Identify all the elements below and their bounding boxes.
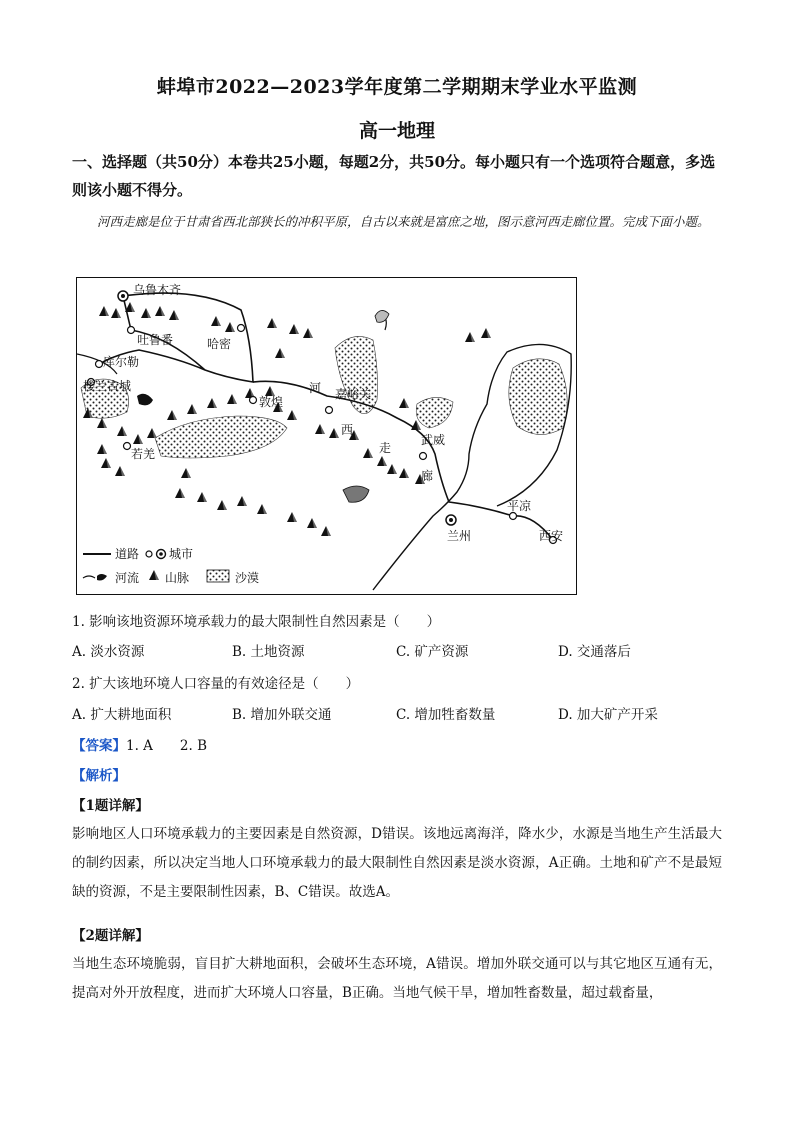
lake-tarim	[137, 394, 153, 406]
label-hami: 哈密	[207, 337, 232, 351]
label-corridor-xi: 西	[341, 423, 354, 437]
detail-2-text: 当地生态环境脆弱，盲目扩大耕地面积，会破坏生态环境，A错误。增加外联交通可以与其它地区互通有无，提高对外开放程度，进而扩大环境人口容量，B正确。当地气候干旱，增加牲畜数量，超过载畜量，	[72, 956, 722, 1001]
legend-mountain: 山脉	[165, 571, 190, 585]
exam-title: 蚌埠市2022—2023学年度第二学期期末学业水平监测	[156, 76, 638, 98]
detail-1-head: 【1题详解】	[72, 798, 149, 814]
detail-1-text: 影响地区人口环境承载力的主要因素是自然资源，D错误。该地远离海洋，降水少，水源是当地生产生活最大的制约因素，所以决定当地人口环境承载力的最大限制性自然因素是淡水资源，A正确。土地和矿产不是最短缺的资源，不是主要限制性因素，B、C错误。故选A。	[72, 826, 722, 900]
q2-option-c[interactable]: C. 增加牲畜数量	[396, 707, 496, 723]
hexi-corridor-map	[76, 277, 577, 595]
legend-desert: 沙漠	[235, 571, 260, 585]
q2-option-d[interactable]: D. 加大矿产开采	[558, 707, 658, 723]
label-loulan: 楼兰古城	[83, 379, 132, 393]
question-2-stem: 2. 扩大该地环境人口容量的有效途径是（ ）	[72, 676, 360, 692]
desert-tarim	[155, 416, 287, 458]
analysis-label: 【解析】	[72, 768, 126, 784]
label-corridor-lang: 廊	[421, 469, 434, 483]
section-instruction: 一、选择题（共50分）本卷共25小题，每题2分，共50分。每小题只有一个选项符合题意，多选则该小题不得分。	[72, 153, 716, 199]
answer-text: 1. A 2. B	[126, 738, 208, 754]
legend-city: 城市	[169, 547, 194, 561]
label-korla: 库尔勒	[103, 355, 140, 369]
label-dunhuang: 敦煌	[259, 395, 284, 409]
road-network	[99, 293, 553, 540]
label-corridor-zou: 走	[379, 441, 392, 455]
map-legend	[83, 547, 259, 585]
detail-2-head: 【2题详解】	[72, 928, 149, 944]
label-xian: 西安	[539, 529, 564, 543]
question-intro: 河西走廊是位于甘肃省西北部狭长的冲积平原，自古以来就是富庶之地，图示意河西走廊位置。完成下面小题。	[97, 214, 710, 229]
q2-option-a[interactable]: A. 扩大耕地面积	[72, 707, 172, 723]
answer-label: 【答案】	[72, 738, 126, 754]
desert-ordos	[509, 359, 567, 435]
lake-qinghai	[343, 486, 369, 502]
q2-option-b[interactable]: B. 增加外联交通	[232, 707, 332, 723]
label-ruoqiang: 若羌	[131, 447, 156, 461]
question-1-stem: 1. 影响该地资源环境承载力的最大限制性自然因素是（ ）	[72, 614, 441, 630]
label-turpan: 吐鲁番	[137, 333, 174, 347]
exam-subject: 高一地理	[358, 120, 435, 142]
label-lanzhou: 兰州	[447, 529, 472, 543]
lake-juyan	[375, 310, 389, 322]
label-pingliang: 平凉	[507, 499, 532, 513]
q1-option-a[interactable]: A. 淡水资源	[72, 644, 145, 660]
legend-river: 河流	[115, 571, 140, 585]
q1-option-b[interactable]: B. 土地资源	[232, 644, 305, 660]
label-jiayuguan: 嘉峪关	[335, 387, 372, 401]
q1-option-c[interactable]: C. 矿产资源	[396, 644, 469, 660]
map-svg	[77, 278, 576, 594]
label-wuwei: 武威	[421, 433, 446, 447]
label-corridor-he: 河	[309, 381, 322, 395]
desert-tengger	[416, 397, 453, 428]
answer-line	[72, 734, 207, 754]
label-urumqi: 乌鲁木齐	[133, 283, 182, 297]
q1-option-d[interactable]: D. 交通落后	[558, 644, 631, 660]
legend-road: 道路	[115, 547, 140, 561]
